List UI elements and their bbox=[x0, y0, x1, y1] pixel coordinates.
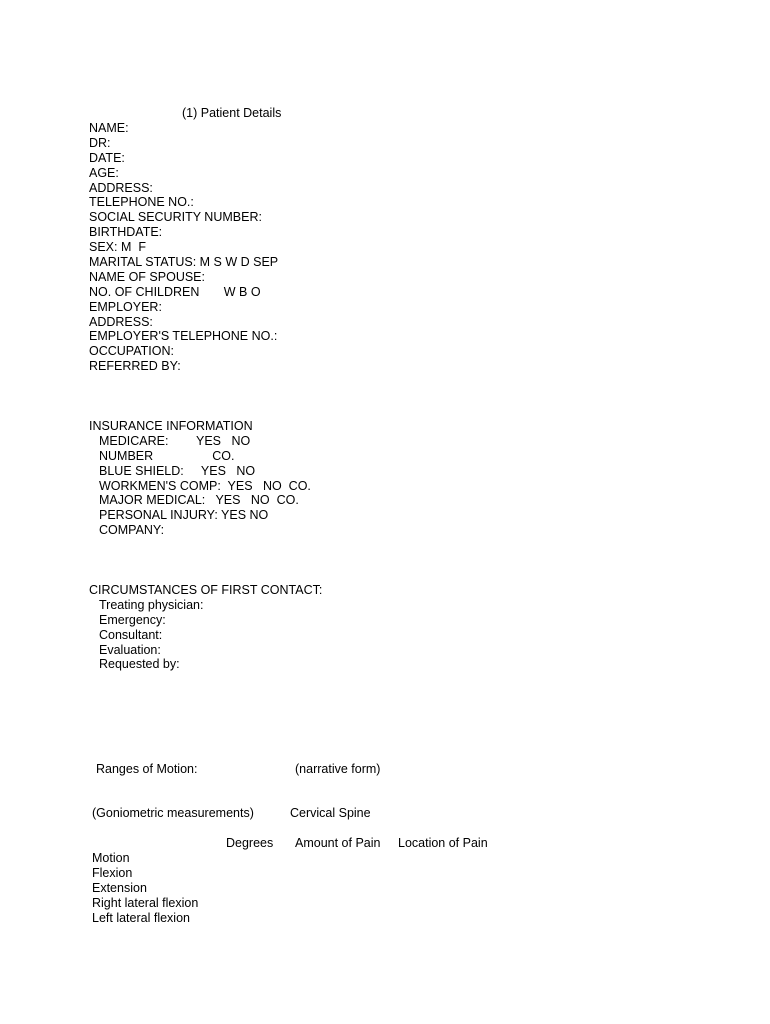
field-date: DATE: bbox=[89, 150, 125, 165]
field-name: NAME: bbox=[89, 121, 129, 135]
insurance-company: COMPANY: bbox=[99, 523, 165, 538]
field-marital-status: MARITAL STATUS: M S W D SEP bbox=[89, 255, 279, 270]
column-amount-of-pain: Amount of Pain bbox=[295, 836, 381, 850]
insurance-section bbox=[89, 419, 311, 538]
insurance-major-medical: MAJOR MEDICAL: YES NO CO. bbox=[99, 493, 299, 508]
motion-left-lateral-flexion: Left lateral flexion bbox=[92, 910, 190, 925]
cervical-spine-label: Cervical Spine bbox=[290, 806, 371, 820]
motion-extension: Extension bbox=[92, 880, 147, 895]
field-age: AGE: bbox=[89, 165, 119, 180]
insurance-blue-shield: BLUE SHIELD: YES NO bbox=[99, 463, 256, 478]
motion-right-lateral-flexion: Right lateral flexion bbox=[92, 895, 199, 910]
narrative-form-label: (narrative form) bbox=[295, 762, 381, 776]
motion-flexion: Flexion bbox=[92, 865, 133, 880]
field-sex: SEX: M F bbox=[89, 240, 146, 255]
circumstances-treating-physician: Treating physician: bbox=[99, 597, 204, 612]
column-location-of-pain: Location of Pain bbox=[398, 836, 488, 850]
insurance-workmens-comp: WORKMEN'S COMP: YES NO CO. bbox=[99, 478, 311, 493]
page-title: (1) Patient Details bbox=[182, 106, 282, 120]
field-address: ADDRESS: bbox=[89, 180, 153, 195]
insurance-heading: INSURANCE INFORMATION bbox=[89, 419, 253, 433]
field-children: NO. OF CHILDREN W B O bbox=[89, 284, 261, 299]
motion-header: Motion bbox=[92, 851, 130, 865]
patient-details-section bbox=[89, 121, 278, 374]
field-spouse-name: NAME OF SPOUSE: bbox=[89, 269, 205, 284]
insurance-number: NUMBER CO. bbox=[99, 448, 235, 463]
circumstances-section bbox=[89, 583, 322, 672]
motion-rows bbox=[92, 851, 198, 925]
ranges-of-motion-label: Ranges of Motion: bbox=[96, 762, 198, 776]
field-referred-by: REFERRED BY: bbox=[89, 359, 181, 374]
field-employer-telephone: EMPLOYER'S TELEPHONE NO.: bbox=[89, 329, 278, 344]
insurance-personal-injury: PERSONAL INJURY: YES NO bbox=[99, 508, 269, 523]
field-birthdate: BIRTHDATE: bbox=[89, 225, 163, 240]
goniometric-label: (Goniometric measurements) bbox=[92, 806, 254, 820]
circumstances-heading: CIRCUMSTANCES OF FIRST CONTACT: bbox=[89, 583, 323, 597]
field-telephone: TELEPHONE NO.: bbox=[89, 195, 194, 210]
field-occupation: OCCUPATION: bbox=[89, 344, 174, 359]
field-dr: DR: bbox=[89, 135, 111, 150]
column-degrees: Degrees bbox=[226, 836, 274, 850]
field-employer: EMPLOYER: bbox=[89, 299, 162, 314]
circumstances-consultant: Consultant: bbox=[99, 627, 163, 642]
insurance-medicare: MEDICARE: YES NO bbox=[99, 433, 251, 448]
circumstances-emergency: Emergency: bbox=[99, 612, 166, 627]
field-ssn: SOCIAL SECURITY NUMBER: bbox=[89, 210, 262, 225]
circumstances-evaluation: Evaluation: bbox=[99, 642, 161, 657]
field-employer-address: ADDRESS: bbox=[89, 314, 153, 329]
circumstances-requested-by: Requested by: bbox=[99, 657, 180, 672]
